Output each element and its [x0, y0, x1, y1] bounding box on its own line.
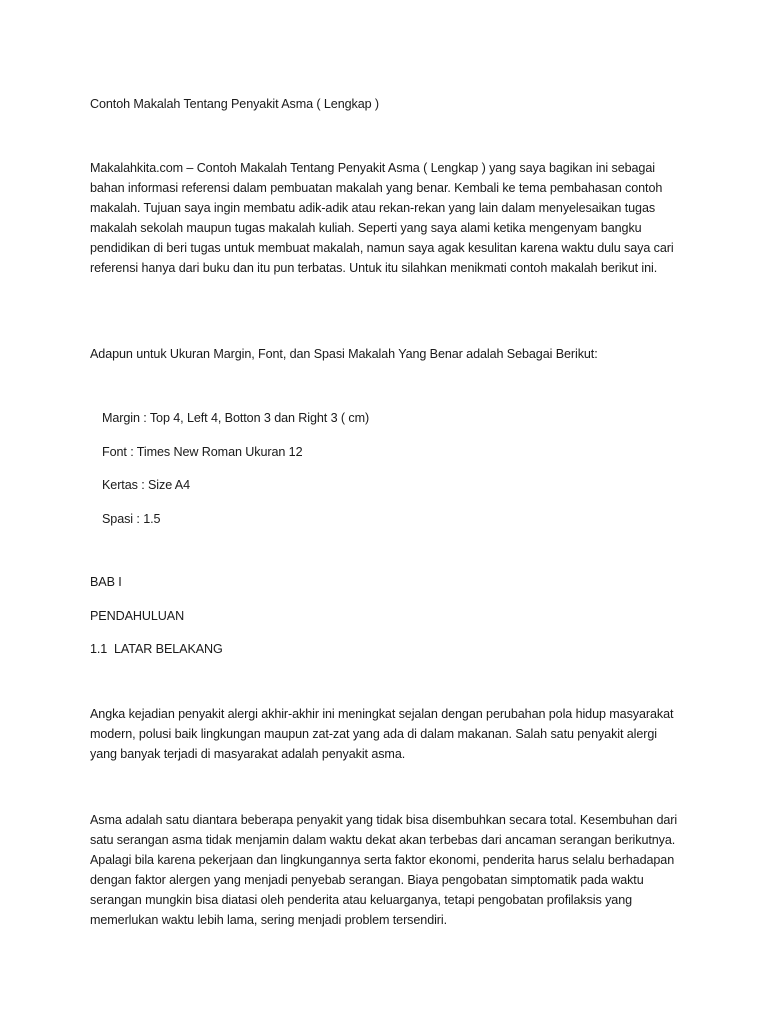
section-number: 1.1: [90, 642, 108, 656]
section-title: LATAR BELAKANG: [114, 642, 223, 656]
body-paragraph-1: Angka kejadian penyakit alergi akhir-akhir ini meningkat sejalan dengan perubahan pola hidup masyarakat modern, polusi baik lingkungan maupun zat-zat yang ada di dalam makanan. Salah satu penyakit alergi yang banyak terjadi di masyarakat adalah penyakit asma.: [90, 707, 674, 761]
format-item-paper: Kertas : Size A4: [102, 478, 191, 492]
chapter-label: BAB I: [90, 575, 122, 589]
body-paragraph-2: Asma adalah satu diantara beberapa penyakit yang tidak bisa disembuhkan secara total. Kesembuhan dari satu serangan asma tidak menjamin dalam waktu dekat akan terbebas dari ancaman serangan berikutnya. Apalagi bila karena pekerjaan dan lingkungannya serta faktor ekonomi, penderita harus selalu berhadapan dengan faktor alergen yang menjadi penyebab serangan. Biaya pengobatan simptomatik pada waktu serangan mungkin bisa diatasi oleh penderita atau keluarganya, tetapi pengobatan profilaksis yang memerlukan waktu lebih lama, sering menjadi problem tersendiri.: [90, 813, 678, 927]
section-heading: [90, 639, 680, 659]
format-item-spacing: Spasi : 1.5: [102, 512, 161, 526]
intro-paragraph: Makalahkita.com – Contoh Makalah Tentang Penyakit Asma ( Lengkap ) yang saya bagikan ini sebagai bahan informasi referensi dalam pembuatan makalah yang benar. Kembali ke tema pembahasan contoh makalah. Tujuan saya ingin membatu adik-adik atau rekan-rekan yang lain dalam menyelesaikan tugas makalah sekolah maupun tugas makalah kuliah. Seperti yang saya alami ketika mengenyam bangku pendidikan di beri tugas untuk membuat makalah, namun saya agak kesulitan karena waktu dulu saya cari referensi hanya dari buku dan itu pun terbatas. Untuk itu silahkan menikmati contoh makalah berikut ini.: [90, 161, 674, 275]
format-item-font: Font : Times New Roman Ukuran 12: [102, 445, 303, 459]
format-heading: Adapun untuk Ukuran Margin, Font, dan Spasi Makalah Yang Benar adalah Sebagai Berikut:: [90, 347, 598, 361]
document-title: Contoh Makalah Tentang Penyakit Asma ( Lengkap ): [90, 97, 380, 111]
format-item-margin: Margin : Top 4, Left 4, Botton 3 dan Right 3 ( cm): [102, 411, 370, 425]
chapter-title: PENDAHULUAN: [90, 609, 185, 623]
